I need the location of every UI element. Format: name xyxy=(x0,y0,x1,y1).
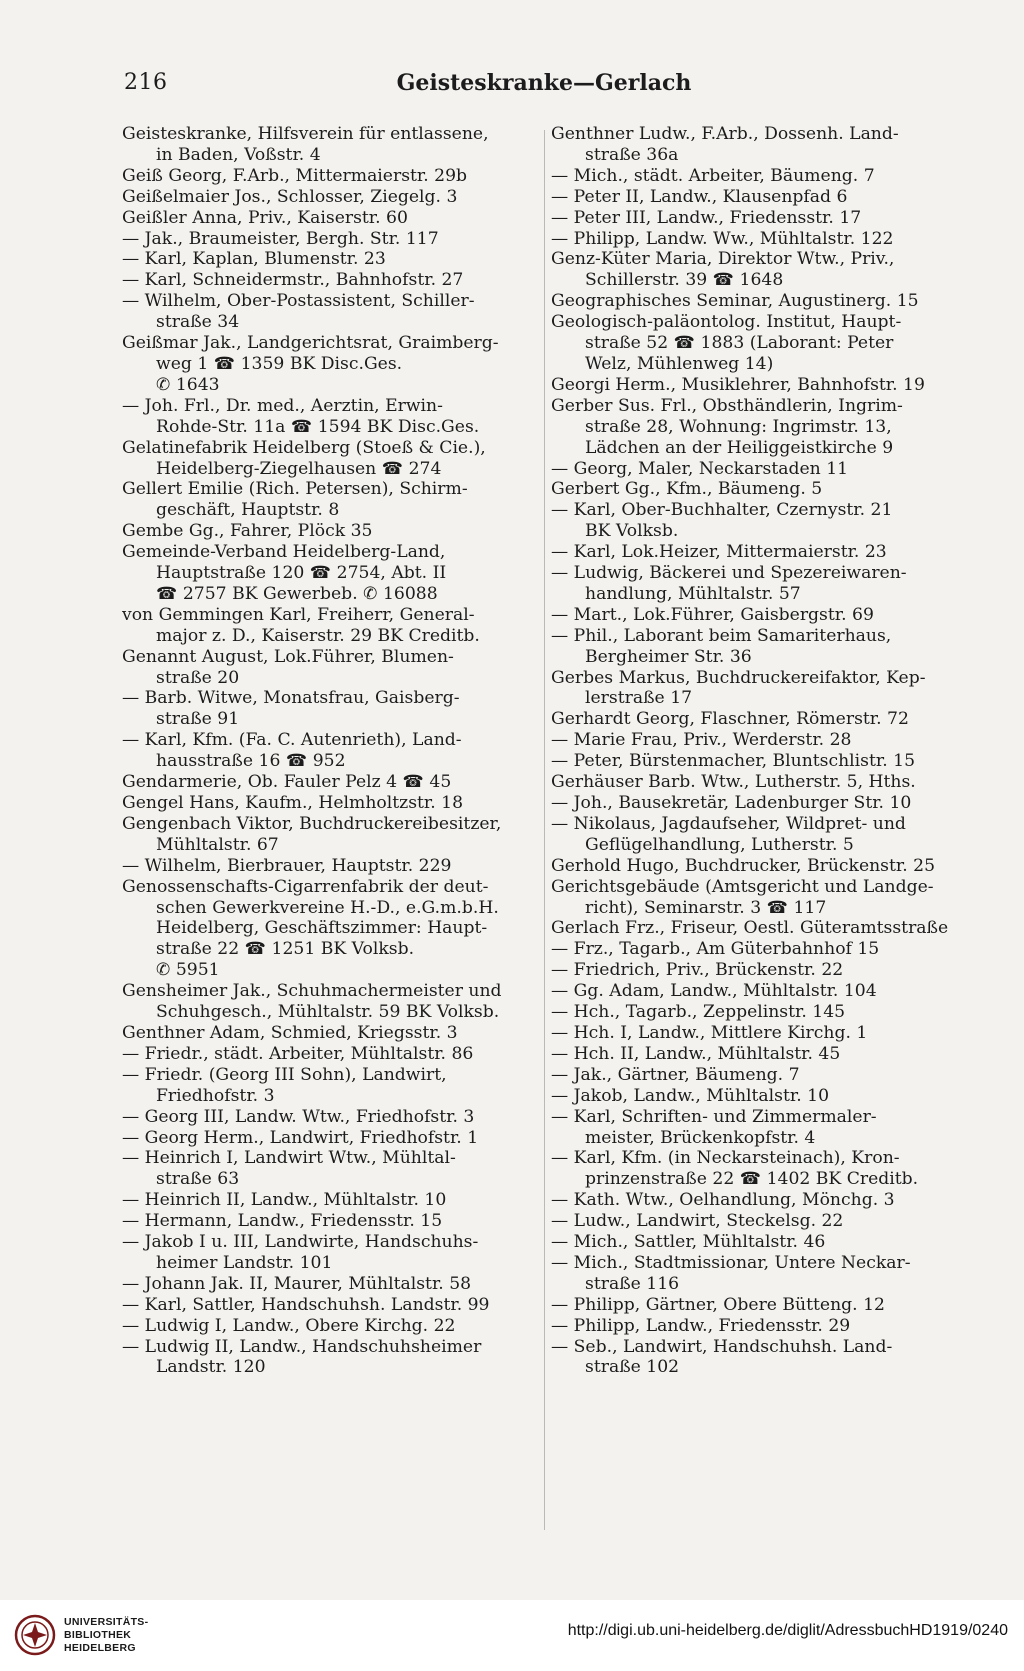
directory-entry xyxy=(551,793,973,814)
right-column xyxy=(551,124,973,1378)
entry-continuation-line: Lädchen an der Heiliggeistkirche 9 xyxy=(585,437,894,458)
entry-continuation-line: hausstraße 16 ☎ 952 xyxy=(156,751,346,772)
directory-entry xyxy=(551,1190,973,1211)
entry-line: Gendarmerie, Ob. Fauler Pelz 4 ☎ 45 xyxy=(122,772,452,793)
directory-entry xyxy=(122,730,540,772)
page-header xyxy=(120,70,968,100)
directory-entry xyxy=(122,166,540,187)
entry-continuation-line: heimer Landstr. 101 xyxy=(156,1252,333,1273)
entry-line: Gembe Gg., Fahrer, Plöck 35 xyxy=(122,521,373,542)
footer-bar xyxy=(0,1600,1024,1671)
entry-line: Genz-Küter Maria, Direktor Wtw., Priv., xyxy=(551,249,895,270)
directory-entry xyxy=(551,229,973,250)
directory-entry xyxy=(122,1316,540,1337)
entry-continuation-line: straße 28, Wohnung: Ingrimstr. 13, xyxy=(585,416,892,437)
entry-line: Genannt August, Lok.Führer, Blumen- xyxy=(122,646,454,667)
entry-line: Geologisch-paläontolog. Institut, Haupt- xyxy=(551,312,902,333)
directory-entry xyxy=(551,730,973,751)
directory-entry xyxy=(551,605,973,626)
directory-entry xyxy=(122,793,540,814)
entry-continuation-line: Bergheimer Str. 36 xyxy=(585,646,752,667)
entry-line: — Philipp, Landw. Ww., Mühltalstr. 122 xyxy=(551,228,894,249)
entry-line: — Jak., Braumeister, Bergh. Str. 117 xyxy=(122,228,439,249)
page-number: 216 xyxy=(124,70,168,95)
entry-continuation-line: BK Volksb. xyxy=(585,521,679,542)
entry-continuation-line: richt), Seminarstr. 3 ☎ 117 xyxy=(585,897,827,918)
entry-continuation-line: Schuhgesch., Mühltalstr. 59 BK Volksb. xyxy=(156,1002,500,1023)
university-seal-icon xyxy=(14,1614,56,1656)
directory-entry xyxy=(551,1065,973,1086)
directory-entry xyxy=(551,1002,973,1023)
entry-line: von Gemmingen Karl, Freiherr, General- xyxy=(122,604,475,625)
entry-continuation-line: schen Gewerkvereine H.-D., e.G.m.b.H. xyxy=(156,897,499,918)
directory-entry xyxy=(122,1107,540,1128)
entry-continuation-line: Hauptstraße 120 ☎ 2754, Abt. II xyxy=(156,563,447,584)
entry-continuation-line: straße 91 xyxy=(156,709,240,730)
entry-line: Gerlach Frz., Friseur, Oestl. Güteramtsstraße xyxy=(551,918,949,939)
entry-line: — Karl, Schneidermstr., Bahnhofstr. 27 xyxy=(122,270,464,291)
entry-line: — Hch. I, Landw., Mittlere Kirchg. 1 xyxy=(551,1022,868,1043)
entry-line: Genthner Ludw., F.Arb., Dossenh. Land- xyxy=(551,124,899,144)
column-divider xyxy=(544,130,545,1530)
entry-line: — Georg, Maler, Neckarstaden 11 xyxy=(551,458,849,479)
entry-continuation-line: major z. D., Kaiserstr. 29 BK Creditb. xyxy=(156,625,480,646)
entry-line: — Gg. Adam, Landw., Mühltalstr. 104 xyxy=(551,981,877,1002)
directory-entry xyxy=(122,270,540,291)
logo-line: HEIDELBERG xyxy=(64,1642,136,1654)
entry-line: Gemeinde-Verband Heidelberg-Land, xyxy=(122,542,446,563)
directory-entry xyxy=(122,521,540,542)
entry-line: Gelatinefabrik Heidelberg (Stoeß & Cie.), xyxy=(122,437,486,458)
directory-entry xyxy=(122,479,540,521)
directory-entry xyxy=(122,1232,540,1274)
entry-line: Geißler Anna, Priv., Kaiserstr. 60 xyxy=(122,207,408,228)
entry-line: — Wilhelm, Ober-Postassistent, Schiller- xyxy=(122,291,475,312)
entry-line: Geißmar Jak., Landgerichtsrat, Graimberg- xyxy=(122,333,499,354)
entry-line: — Karl, Lok.Heizer, Mittermaierstr. 23 xyxy=(551,542,887,563)
directory-entry xyxy=(122,396,540,438)
entry-line: — Peter III, Landw., Friedensstr. 17 xyxy=(551,207,862,228)
entry-continuation-line: Rohde-Str. 11a ☎ 1594 BK Disc.Ges. xyxy=(156,416,480,437)
entry-continuation-line: Welz, Mühlenweg 14) xyxy=(585,353,774,374)
entry-line: Gerichtsgebäude (Amtsgericht und Landge- xyxy=(551,876,934,897)
source-url-link[interactable]: http://digi.ub.uni-heidelberg.de/diglit/AdressbuchHD1919/0240 xyxy=(567,1622,1008,1639)
directory-entry xyxy=(551,1148,973,1190)
directory-entry xyxy=(551,563,973,605)
entry-line: — Karl, Ober-Buchhalter, Czernystr. 21 xyxy=(551,500,893,521)
entry-line: Georgi Herm., Musiklehrer, Bahnhofstr. 19 xyxy=(551,374,925,395)
entry-line: — Mich., Stadtmissionar, Untere Neckar- xyxy=(551,1252,911,1273)
directory-entry xyxy=(551,1044,973,1065)
entry-line: Geographisches Seminar, Augustinerg. 15 xyxy=(551,291,919,312)
entry-continuation-line: Heidelberg, Geschäftszimmer: Haupt- xyxy=(156,918,488,939)
directory-entry xyxy=(122,814,540,856)
entry-line: Geisteskranke, Hilfsverein für entlassene, xyxy=(122,124,489,144)
directory-entry xyxy=(551,375,973,396)
entry-line: — Johann Jak. II, Maurer, Mühltalstr. 58 xyxy=(122,1273,472,1294)
directory-entry xyxy=(551,856,973,877)
directory-entry xyxy=(122,1044,540,1065)
entry-continuation-line: straße 34 xyxy=(156,312,240,333)
entry-line: — Friedr. (Georg III Sohn), Landwirt, xyxy=(122,1064,447,1085)
directory-entry xyxy=(122,877,540,982)
directory-entry xyxy=(122,208,540,229)
entry-line: Gerhardt Georg, Flaschner, Römerstr. 72 xyxy=(551,709,909,730)
entry-line: — Hch. II, Landw., Mühltalstr. 45 xyxy=(551,1043,841,1064)
entry-line: Gerhold Hugo, Buchdrucker, Brückenstr. 25 xyxy=(551,855,936,876)
directory-entry xyxy=(122,1274,540,1295)
logo-line: BIBLIOTHEK xyxy=(64,1629,132,1641)
entry-line: Gerbert Gg., Kfm., Bäumeng. 5 xyxy=(551,479,823,500)
entry-line: Gengel Hans, Kaufm., Helmholtzstr. 18 xyxy=(122,793,464,813)
directory-entry xyxy=(122,1148,540,1190)
directory-entry xyxy=(551,1211,973,1232)
library-logo-text xyxy=(64,1616,148,1655)
directory-entry xyxy=(551,1107,973,1149)
directory-entry xyxy=(551,626,973,668)
entry-line: — Marie Frau, Priv., Werderstr. 28 xyxy=(551,730,852,751)
entry-line: Genossenschafts-Cigarrenfabrik der deut- xyxy=(122,876,489,897)
directory-entry xyxy=(551,1086,973,1107)
directory-entry xyxy=(551,479,973,500)
directory-entry xyxy=(122,124,540,166)
entry-line: — Heinrich I, Landwirt Wtw., Mühltal- xyxy=(122,1148,456,1169)
entry-line: — Karl, Kaplan, Blumenstr. 23 xyxy=(122,249,386,270)
entry-line: — Karl, Schriften- und Zimmermaler- xyxy=(551,1106,877,1127)
entry-continuation-line: meister, Brückenkopfstr. 4 xyxy=(585,1127,816,1148)
directory-entry xyxy=(551,249,973,291)
entry-line: — Joh., Bausekretär, Ladenburger Str. 10 xyxy=(551,793,912,813)
directory-entry xyxy=(551,709,973,730)
directory-entry xyxy=(122,688,540,730)
entry-line: — Jak., Gärtner, Bäumeng. 7 xyxy=(551,1064,800,1085)
directory-entry xyxy=(122,856,540,877)
left-column xyxy=(122,124,540,1378)
directory-entry xyxy=(122,187,540,208)
entry-line: Gerber Sus. Frl., Obsthändlerin, Ingrim- xyxy=(551,395,903,416)
directory-entry xyxy=(122,542,540,605)
directory-entry xyxy=(551,124,973,166)
directory-entry xyxy=(122,605,540,647)
directory-entry xyxy=(122,1128,540,1149)
directory-entry xyxy=(551,960,973,981)
entry-line: Geiß Georg, F.Arb., Mittermaierstr. 29b xyxy=(122,165,468,186)
entry-continuation-line: Friedhofstr. 3 xyxy=(156,1085,275,1106)
entry-line: — Phil., Laborant beim Samariterhaus, xyxy=(551,625,892,646)
directory-entry xyxy=(551,1232,973,1253)
logo-line: UNIVERSITÄTS- xyxy=(64,1616,149,1628)
entry-line: — Nikolaus, Jagdaufseher, Wildpret- und xyxy=(551,813,906,834)
entry-continuation-line: Geflügelhandlung, Lutherstr. 5 xyxy=(585,834,854,855)
entry-line: Gellert Emilie (Rich. Petersen), Schirm- xyxy=(122,479,468,500)
entry-continuation-line: ☎ 2757 BK Gewerbeb. ✆ 16088 xyxy=(156,583,438,604)
directory-entry xyxy=(122,1337,540,1379)
entry-continuation-line: in Baden, Voßstr. 4 xyxy=(156,144,321,165)
entry-line: — Hermann, Landw., Friedensstr. 15 xyxy=(122,1211,443,1232)
entry-line: — Georg Herm., Landwirt, Friedhofstr. 1 xyxy=(122,1127,479,1148)
entry-continuation-line: geschäft, Hauptstr. 8 xyxy=(156,500,340,521)
directory-entry xyxy=(122,647,540,689)
directory-entry xyxy=(122,1295,540,1316)
directory-entry xyxy=(551,1295,973,1316)
directory-entry xyxy=(551,814,973,856)
entry-continuation-line: ✆ 1643 xyxy=(156,374,220,395)
entry-line: — Jakob I u. III, Landwirte, Handschuhs- xyxy=(122,1232,479,1253)
entry-line: — Karl, Kfm. (Fa. C. Autenrieth), Land- xyxy=(122,730,462,751)
entry-line: — Philipp, Gärtner, Obere Bütteng. 12 xyxy=(551,1294,885,1315)
directory-entry xyxy=(122,1211,540,1232)
entry-line: — Jakob, Landw., Mühltalstr. 10 xyxy=(551,1085,830,1106)
entry-line: — Friedr., städt. Arbeiter, Mühltalstr. 86 xyxy=(122,1043,474,1064)
entry-line: — Peter, Bürstenmacher, Bluntschlistr. 15 xyxy=(551,751,916,772)
entry-line: — Ludw., Landwirt, Steckelsg. 22 xyxy=(551,1211,844,1232)
entry-continuation-line: Schillerstr. 39 ☎ 1648 xyxy=(585,270,784,291)
entry-continuation-line: Landstr. 120 xyxy=(156,1357,266,1378)
entry-continuation-line: Mühltalstr. 67 xyxy=(156,834,279,855)
entry-line: — Georg III, Landw. Wtw., Friedhofstr. 3 xyxy=(122,1106,475,1127)
directory-entry xyxy=(551,166,973,187)
entry-line: — Mich., Sattler, Mühltalstr. 46 xyxy=(551,1232,826,1253)
entry-line: Genthner Adam, Schmied, Kriegsstr. 3 xyxy=(122,1022,458,1043)
entry-line: — Mich., städt. Arbeiter, Bäumeng. 7 xyxy=(551,165,875,186)
entry-line: — Seb., Landwirt, Handschuhsh. Land- xyxy=(551,1336,893,1357)
directory-entry xyxy=(122,333,540,396)
directory-entry xyxy=(551,939,973,960)
directory-entry xyxy=(551,981,973,1002)
entry-continuation-line: straße 63 xyxy=(156,1169,240,1190)
entry-continuation-line: straße 116 xyxy=(585,1273,680,1294)
entry-line: — Ludwig, Bäckerei und Spezereiwaren- xyxy=(551,563,907,584)
entry-line: Gerbes Markus, Buchdruckereifaktor, Kep- xyxy=(551,667,926,688)
entry-line: Geißelmaier Jos., Schlosser, Ziegelg. 3 xyxy=(122,186,458,207)
directory-entry xyxy=(551,187,973,208)
directory-entry xyxy=(551,500,973,542)
directory-entry xyxy=(551,291,973,312)
directory-entry xyxy=(551,459,973,480)
entry-continuation-line: weg 1 ☎ 1359 BK Disc.Ges. xyxy=(156,353,403,374)
entry-line: — Peter II, Landw., Klausenpfad 6 xyxy=(551,186,848,207)
entry-continuation-line: lerstraße 17 xyxy=(585,688,693,709)
entry-line: Gengenbach Viktor, Buchdruckereibesitzer, xyxy=(122,813,502,834)
entry-line: — Karl, Kfm. (in Neckarsteinach), Kron- xyxy=(551,1148,900,1169)
directory-entry xyxy=(551,1337,973,1379)
directory-entry xyxy=(122,229,540,250)
directory-entry xyxy=(551,918,973,939)
directory-entry xyxy=(551,1253,973,1295)
directory-entry xyxy=(122,772,540,793)
running-head: Geisteskranke—Gerlach xyxy=(396,70,692,96)
directory-entry xyxy=(122,1023,540,1044)
entry-line: — Kath. Wtw., Oelhandlung, Mönchg. 3 xyxy=(551,1190,895,1211)
directory-entry xyxy=(122,438,540,480)
directory-entry xyxy=(551,396,973,459)
directory-entry xyxy=(551,772,973,793)
entry-continuation-line: straße 102 xyxy=(585,1357,680,1378)
entry-line: — Karl, Sattler, Handschuhsh. Landstr. 99 xyxy=(122,1294,490,1315)
directory-entry xyxy=(122,1190,540,1211)
entry-line: — Friedrich, Priv., Brückenstr. 22 xyxy=(551,960,844,981)
entry-line: — Hch., Tagarb., Zeppelinstr. 145 xyxy=(551,1002,846,1023)
directory-entry xyxy=(551,312,973,375)
entry-line: Gensheimer Jak., Schuhmachermeister und xyxy=(122,981,502,1002)
entry-line: — Mart., Lok.Führer, Gaisbergstr. 69 xyxy=(551,604,874,625)
entry-continuation-line: straße 36a xyxy=(585,144,679,165)
entry-continuation-line: straße 52 ☎ 1883 (Laborant: Peter xyxy=(585,333,894,354)
directory-entry xyxy=(551,1023,973,1044)
directory-entry xyxy=(122,291,540,333)
directory-entry xyxy=(122,249,540,270)
entry-line: — Joh. Frl., Dr. med., Aerztin, Erwin- xyxy=(122,395,443,416)
entry-line: — Barb. Witwe, Monatsfrau, Gaisberg- xyxy=(122,688,460,709)
library-logo[interactable] xyxy=(14,1612,149,1660)
directory-entry xyxy=(551,208,973,229)
directory-entry xyxy=(551,1316,973,1337)
entry-continuation-line: ✆ 5951 xyxy=(156,960,220,981)
entry-continuation-line: straße 20 xyxy=(156,667,240,688)
entry-line: — Heinrich II, Landw., Mühltalstr. 10 xyxy=(122,1190,447,1211)
entry-continuation-line: handlung, Mühltalstr. 57 xyxy=(585,583,801,604)
entry-line: — Frz., Tagarb., Am Güterbahnhof 15 xyxy=(551,939,880,960)
directory-entry xyxy=(551,877,973,919)
entry-continuation-line: straße 22 ☎ 1251 BK Volksb. xyxy=(156,939,415,960)
entry-line: — Wilhelm, Bierbrauer, Hauptstr. 229 xyxy=(122,855,452,876)
entry-line: — Philipp, Landw., Friedensstr. 29 xyxy=(551,1315,851,1336)
directory-entry xyxy=(551,668,973,710)
directory-entry xyxy=(551,751,973,772)
entry-line: — Ludwig II, Landw., Handschuhsheimer xyxy=(122,1336,482,1357)
entry-line: Gerhäuser Barb. Wtw., Lutherstr. 5, Hths. xyxy=(551,772,916,793)
directory-entry xyxy=(122,981,540,1023)
directory-entry xyxy=(551,542,973,563)
entry-continuation-line: prinzenstraße 22 ☎ 1402 BK Creditb. xyxy=(585,1169,919,1190)
entry-line: — Ludwig I, Landw., Obere Kirchg. 22 xyxy=(122,1315,456,1336)
directory-entry xyxy=(122,1065,540,1107)
entry-continuation-line: Heidelberg-Ziegelhausen ☎ 274 xyxy=(156,458,442,479)
